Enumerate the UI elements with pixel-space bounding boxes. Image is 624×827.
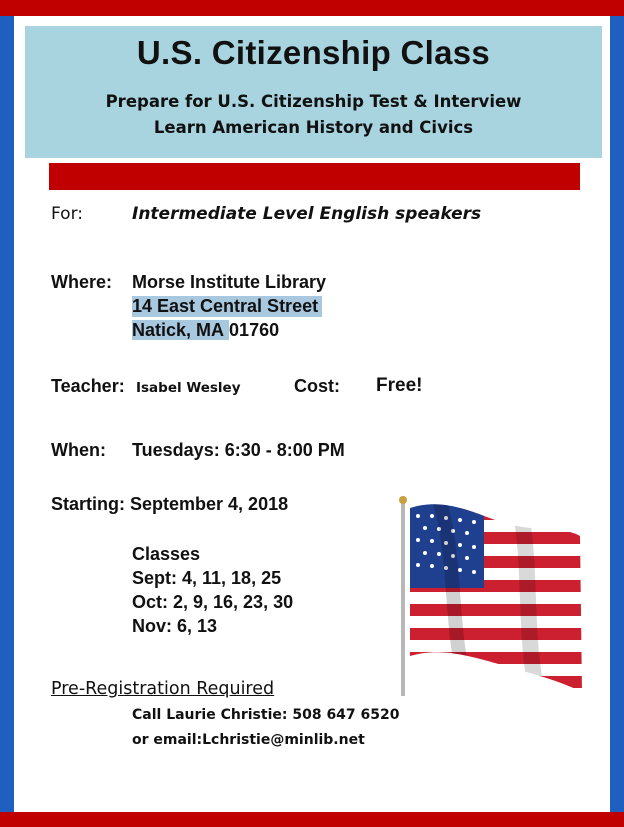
page-title: U.S. Citizenship Class [136,34,491,71]
venue-zip: 01760 [229,320,280,340]
venue-street: 14 East Central Street [132,296,322,317]
for-label: For: [51,204,83,224]
classes-nov: Nov: 6, 13 [132,616,218,636]
starting-label: Starting: [51,494,125,514]
venue-city-line [132,320,279,341]
phone-number: 508 647 6520 [292,707,400,723]
starting-line [51,494,288,515]
teacher-label: Teacher: [51,376,125,396]
border-top [0,0,624,16]
starting-value: September 4, 2018 [130,494,289,514]
subtitle-test: Prepare for U.S. Citizenship Test & Interview [105,92,522,111]
cost-value: Free! [376,375,423,396]
subtitle-history: Learn American History and Civics [153,118,474,137]
border-left [0,16,14,812]
registration-call [132,707,400,723]
classes-oct: Oct: 2, 9, 16, 23, 30 [132,592,294,612]
registration-email [132,732,365,748]
when-value: Tuesdays: 6:30 - 8:00 PM [132,440,345,460]
border-bottom [0,812,624,827]
email-prefix: or email: [132,732,203,748]
registration-heading: Pre-Registration Required [51,679,275,699]
us-flag-icon [398,496,584,696]
teacher-name: Isabel Wesley [136,380,241,396]
where-label: Where: [51,272,113,292]
email-address[interactable]: Lchristie@minlib.net [202,732,365,748]
classes-heading: Classes [132,544,201,564]
call-prefix: Call Laurie Christie: [132,707,288,723]
border-right [610,16,624,812]
cost-label: Cost: [294,376,340,396]
for-value: Intermediate Level English speakers [132,204,482,224]
venue-city: Natick, MA [132,320,225,340]
venue-name: Morse Institute Library [132,272,327,292]
when-label: When: [51,440,106,460]
classes-sept: Sept: 4, 11, 18, 25 [132,568,282,588]
header-box [25,26,602,158]
divider-bar [49,163,580,190]
